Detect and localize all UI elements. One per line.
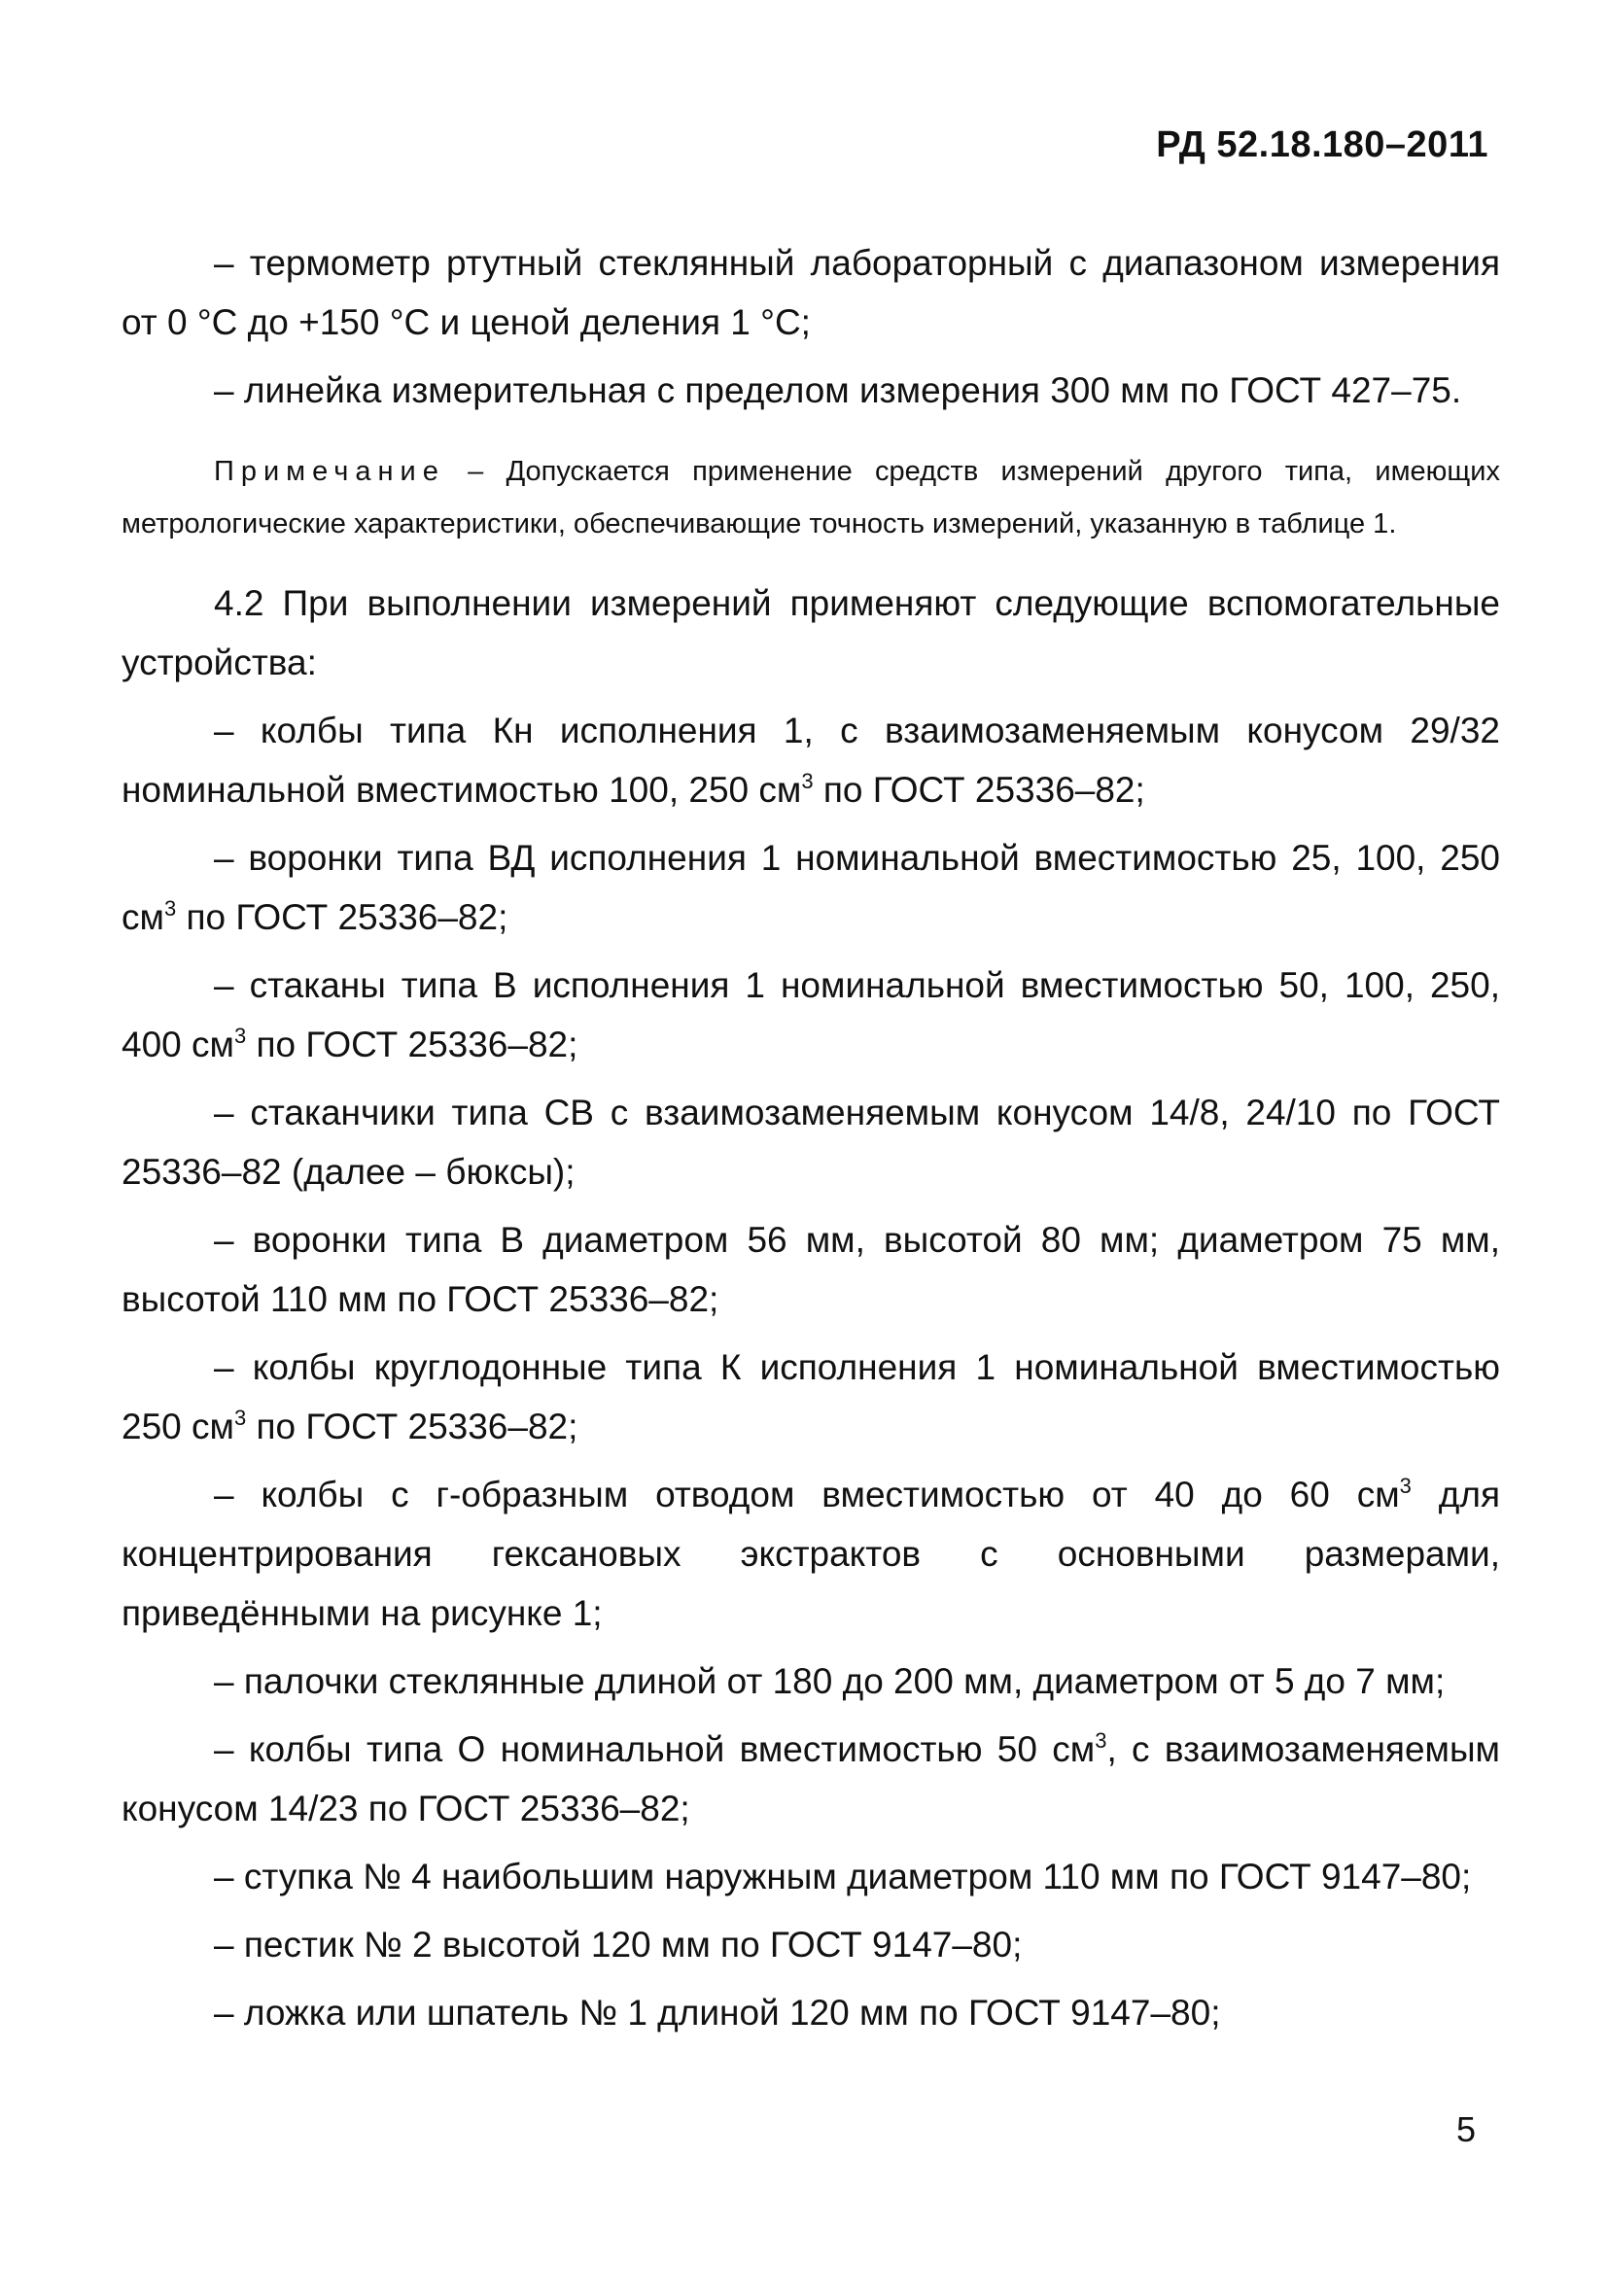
- page-number: 5: [1455, 2109, 1476, 2149]
- list-item: – колбы круглодонные типа К исполнения 1 номинальной вместимостью 250 $см^3$ по ГОСТ 25336–82;: [122, 1347, 1500, 1446]
- list-item: – колбы типа О номинальной вместимостью 50 $см^3$, с взаимозаменяемым конусом 14/23 по ГОСТ 25336–82;: [122, 1728, 1500, 1828]
- list-item-thermometer: – термометр ртутный стеклянный лабораторный с диапазоном измерения от 0 °С до +150 °С и ценой деления 1 °С;: [122, 243, 1500, 342]
- list-item: – стаканчики типа СВ с взаимозаменяемым конусом 14/8, 24/10 по ГОСТ 25336–82 (далее – бюксы);: [122, 1093, 1500, 1192]
- page-body: [122, 233, 1500, 2051]
- auxiliary-devices-list: [122, 701, 1500, 2042]
- list-item: – воронки типа В диаметром 56 мм, высотой 80 мм; диаметром 75 мм, высотой 110 мм по ГОСТ 25336–82;: [122, 1220, 1500, 1319]
- list-item: – пестик № 2 высотой 120 мм по ГОСТ 9147–80;: [214, 1925, 1023, 1965]
- list-item: – воронки типа ВД исполнения 1 номинальной вместимостью 25, 100, 250 $см^3$ по ГОСТ 25336–82;: [122, 838, 1500, 937]
- list-item: – ложка или шпатель № 1 длиной 120 мм по ГОСТ 9147–80;: [214, 1993, 1221, 2033]
- list-item: – ступка № 4 наибольшим наружным диаметром 110 мм по ГОСТ 9147–80;: [214, 1857, 1472, 1896]
- list-item: – палочки стеклянные длиной от 180 до 200 мм, диаметром от 5 до 7 мм;: [214, 1661, 1446, 1701]
- list-item: – колбы типа Кн исполнения 1, с взаимозаменяемым конусом 29/32 номинальной вместимостью 100, 250 $см^3$ по ГОСТ 25336–82;: [122, 711, 1500, 810]
- note-text: – Допускается применение средств измерений другого типа, имеющих метрологические характеристики, обеспечивающие точность измерений, указанную в таблице 1.: [122, 456, 1500, 539]
- document-code-header: РД 52.18.180–2011: [1156, 124, 1488, 165]
- list-item-ruler: – линейка измерительная с пределом измерения 300 мм по ГОСТ 427–75.: [214, 370, 1462, 410]
- note-block: [122, 445, 1500, 550]
- section-4-2-intro: 4.2 При выполнении измерений применяют следующие вспомогательные устройства:: [122, 583, 1500, 682]
- note-label: Примечание: [214, 456, 445, 487]
- list-item: – стаканы типа В исполнения 1 номинальной вместимостью 50, 100, 250, 400 $см^3$ по ГОСТ 25336–82;: [122, 965, 1500, 1064]
- list-item: – колбы с г-образным отводом вместимостью от 40 до 60 $см^3$ для концентрирования гексановых экстрактов с основными размерами, приведёнными на рисунке 1;: [122, 1474, 1500, 1633]
